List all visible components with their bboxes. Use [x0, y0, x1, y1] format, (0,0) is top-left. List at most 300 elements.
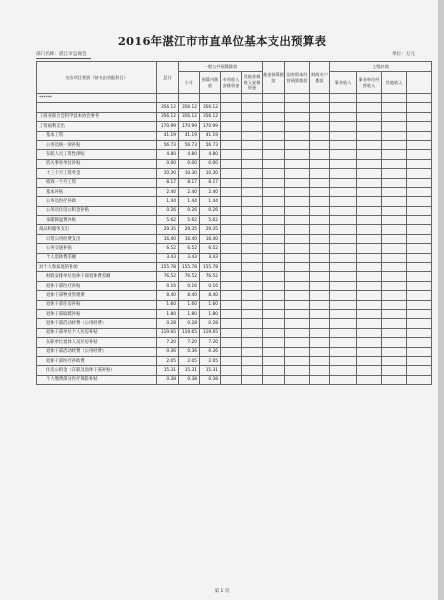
- cell-special-income: [221, 216, 242, 225]
- cell-empty: [407, 178, 432, 187]
- cell-empty: [242, 216, 263, 225]
- cell-budget-funds: 7.20: [200, 338, 221, 347]
- header-other-income: 其他收入: [382, 72, 407, 94]
- cell-empty: [330, 206, 357, 215]
- table-row: [37, 338, 432, 347]
- cell-empty: [263, 300, 285, 309]
- cell-total: 0.28: [157, 319, 179, 328]
- cell-budget-funds: 5.62: [200, 216, 221, 225]
- cell-budget-funds: 119.65: [200, 328, 221, 337]
- cell-empty: [330, 140, 357, 149]
- cell-total: 56.73: [157, 140, 179, 149]
- cell-empty: [382, 169, 407, 178]
- cell-empty: [310, 140, 330, 149]
- cell-total: 0.00: [157, 159, 179, 168]
- cell-subtotal: 29.35: [179, 225, 200, 234]
- budget-table: [36, 61, 432, 385]
- cell-subtotal: 0.38: [179, 375, 200, 384]
- cell-empty: [357, 253, 382, 262]
- header-general-budget: 一般公共预算拨款: [179, 62, 263, 72]
- table-row: [37, 319, 432, 328]
- cell-empty: [310, 197, 330, 206]
- cell-empty: [357, 244, 382, 253]
- cell-empty: [285, 150, 310, 159]
- cell-budget-funds: 16.40: [200, 234, 221, 243]
- currency-unit: 单位：万元: [392, 52, 415, 57]
- cell-empty: [285, 356, 310, 365]
- cell-empty: [382, 197, 407, 206]
- row-label: 公务员医疗补助: [37, 197, 157, 206]
- header-special-income: 专项收入安排资金: [221, 72, 242, 94]
- cell-special-income: [221, 225, 242, 234]
- cell-total: [157, 94, 179, 103]
- cell-empty: [242, 112, 263, 121]
- cell-budget-funds: 76.52: [200, 272, 221, 281]
- cell-empty: [382, 253, 407, 262]
- cell-subtotal: 0.36: [179, 347, 200, 356]
- cell-special-income: [221, 244, 242, 253]
- cell-empty: [310, 216, 330, 225]
- cell-empty: [330, 169, 357, 178]
- cell-subtotal: 6.52: [179, 244, 200, 253]
- cell-empty: [263, 216, 285, 225]
- cell-empty: [407, 281, 432, 290]
- cell-special-income: [221, 338, 242, 347]
- cell-empty: [310, 112, 330, 121]
- cell-budget-funds: 56.73: [200, 140, 221, 149]
- cell-empty: [285, 347, 310, 356]
- cell-special-income: [221, 300, 242, 309]
- cell-total: 29.35: [157, 225, 179, 234]
- cell-total: 15.31: [157, 366, 179, 375]
- row-label: [37, 103, 157, 112]
- cell-empty: [330, 347, 357, 356]
- cell-budget-funds: 3.43: [200, 253, 221, 262]
- cell-special-income: [221, 178, 242, 187]
- cell-empty: [330, 225, 357, 234]
- cell-empty: [263, 263, 285, 272]
- cell-empty: [285, 131, 310, 140]
- cell-empty: [357, 234, 382, 243]
- cell-subtotal: 3.43: [179, 253, 200, 262]
- page-edge-shadow: [438, 0, 444, 600]
- cell-empty: [382, 178, 407, 187]
- cell-subtotal: 2.05: [179, 356, 200, 365]
- table-body: [37, 94, 432, 385]
- cell-empty: [382, 263, 407, 272]
- cell-budget-funds: 1.60: [200, 300, 221, 309]
- cell-empty: [263, 375, 285, 384]
- cell-empty: [263, 366, 285, 375]
- cell-empty: [285, 187, 310, 196]
- cell-subtotal: 170.99: [179, 122, 200, 131]
- cell-empty: [357, 375, 382, 384]
- cell-empty: [242, 272, 263, 281]
- table-row: [37, 356, 432, 365]
- cell-empty: [263, 309, 285, 318]
- row-label: 退休干部单位个人住房补贴: [37, 328, 157, 337]
- cell-empty: [407, 216, 432, 225]
- table-row: [37, 263, 432, 272]
- cell-empty: [407, 328, 432, 337]
- cell-empty: [310, 187, 330, 196]
- cell-empty: [330, 281, 357, 290]
- cell-empty: [310, 300, 330, 309]
- cell-subtotal: 2.40: [179, 187, 200, 196]
- table-row: [37, 206, 432, 215]
- cell-total: 1.80: [157, 309, 179, 318]
- cell-empty: [285, 291, 310, 300]
- row-label: 退休干部活动经费（公用经费）: [37, 319, 157, 328]
- table-row: [37, 328, 432, 337]
- cell-total: 0.38: [157, 375, 179, 384]
- cell-budget-funds: 2.40: [200, 187, 221, 196]
- cell-empty: [310, 244, 330, 253]
- header-operating-income: 事业单位经营收入: [357, 72, 382, 94]
- cell-special-income: [221, 234, 242, 243]
- cell-empty: [263, 347, 285, 356]
- cell-empty: [382, 112, 407, 121]
- cell-empty: [310, 131, 330, 140]
- row-label: 退休干部取暖补贴: [37, 309, 157, 318]
- cell-budget-funds: 0.28: [200, 319, 221, 328]
- cell-total: 155.78: [157, 263, 179, 272]
- cell-empty: [407, 234, 432, 243]
- cell-empty: [357, 291, 382, 300]
- cell-budget-funds: 0.00: [200, 159, 221, 168]
- cell-empty: [357, 356, 382, 365]
- cell-empty: [330, 94, 357, 103]
- table-row: [37, 234, 432, 243]
- row-label: 机关事业单位补贴: [37, 159, 157, 168]
- cell-empty: [382, 272, 407, 281]
- cell-budget-funds: 1.44: [200, 197, 221, 206]
- cell-empty: [382, 375, 407, 384]
- table-row: [37, 366, 432, 375]
- cell-empty: [330, 300, 357, 309]
- cell-empty: [310, 94, 330, 103]
- cell-empty: [242, 356, 263, 365]
- row-label: 在职人员工资性津贴: [37, 150, 157, 159]
- table-row: [37, 187, 432, 196]
- cell-subtotal: 1.44: [179, 197, 200, 206]
- cell-special-income: [221, 356, 242, 365]
- cell-empty: [357, 216, 382, 225]
- cell-subtotal: 5.62: [179, 216, 200, 225]
- cell-empty: [382, 225, 407, 234]
- cell-empty: [242, 263, 263, 272]
- cell-empty: [407, 309, 432, 318]
- department-name: 部门名称：湛江市总商会: [36, 51, 91, 59]
- cell-empty: [407, 197, 432, 206]
- table-row: [37, 281, 432, 290]
- cell-empty: [310, 356, 330, 365]
- row-label: 退休干部住房补贴: [37, 300, 157, 309]
- cell-empty: [357, 140, 382, 149]
- cell-empty: [242, 309, 263, 318]
- page-number: 第 1 页: [214, 589, 230, 594]
- cell-empty: [330, 263, 357, 272]
- cell-empty: [310, 319, 330, 328]
- table-row: [37, 300, 432, 309]
- cell-empty: [242, 206, 263, 215]
- header-total: 总计: [157, 62, 179, 94]
- cell-empty: [242, 347, 263, 356]
- cell-empty: [242, 291, 263, 300]
- cell-total: 119.65: [157, 328, 179, 337]
- row-label: 退休干部物业管理费: [37, 291, 157, 300]
- cell-empty: [330, 319, 357, 328]
- cell-special-income: [221, 131, 242, 140]
- table-row: [37, 159, 432, 168]
- cell-empty: [263, 159, 285, 168]
- cell-subtotal: 56.73: [179, 140, 200, 149]
- cell-empty: [330, 112, 357, 121]
- row-label: 公务员统一津补贴: [37, 140, 157, 149]
- cell-empty: [263, 150, 285, 159]
- cell-empty: [285, 234, 310, 243]
- cell-total: 6.52: [157, 244, 179, 253]
- cell-budget-funds: [200, 94, 221, 103]
- cell-budget-funds: 1.80: [200, 309, 221, 318]
- row-label: 住房公积金（在职及退休干部补贴）: [37, 366, 157, 375]
- cell-subtotal: 7.20: [179, 338, 200, 347]
- cell-empty: [285, 197, 310, 206]
- cell-empty: [357, 122, 382, 131]
- header-business-income: 事业收入: [330, 72, 357, 94]
- cell-empty: [285, 300, 310, 309]
- cell-budget-funds: 10.30: [200, 169, 221, 178]
- cell-empty: [407, 112, 432, 121]
- cell-empty: [330, 234, 357, 243]
- table-row: [37, 272, 432, 281]
- cell-empty: [382, 94, 407, 103]
- cell-empty: [357, 319, 382, 328]
- cell-empty: [310, 272, 330, 281]
- cell-special-income: [221, 103, 242, 112]
- cell-budget-funds: 8.17: [200, 178, 221, 187]
- cell-empty: [285, 140, 310, 149]
- cell-total: 2.40: [157, 187, 179, 196]
- cell-total: 356.12: [157, 112, 179, 121]
- cell-special-income: [221, 187, 242, 196]
- table-row: [37, 244, 432, 253]
- row-label: ******: [37, 94, 157, 103]
- cell-empty: [242, 150, 263, 159]
- cell-total: 8.40: [157, 291, 179, 300]
- cell-empty: [242, 234, 263, 243]
- table-row: [37, 291, 432, 300]
- cell-empty: [407, 300, 432, 309]
- table-row: [37, 94, 432, 103]
- cell-empty: [242, 281, 263, 290]
- cell-empty: [330, 216, 357, 225]
- row-label: 退休干部医疗补贴: [37, 281, 157, 290]
- cell-empty: [382, 150, 407, 159]
- cell-empty: [357, 272, 382, 281]
- cell-empty: [310, 366, 330, 375]
- cell-empty: [330, 103, 357, 112]
- cell-total: 10.30: [157, 169, 179, 178]
- table-row: [37, 150, 432, 159]
- cell-empty: [310, 375, 330, 384]
- cell-empty: [242, 131, 263, 140]
- cell-budget-funds: 356.12: [200, 112, 221, 121]
- header-non-tax: 其他非税收入安排资金: [242, 72, 263, 94]
- table-row: [37, 103, 432, 112]
- cell-empty: [263, 225, 285, 234]
- cell-empty: [263, 319, 285, 328]
- cell-empty: [357, 103, 382, 112]
- cell-special-income: [221, 140, 242, 149]
- cell-special-income: [221, 328, 242, 337]
- cell-empty: [382, 216, 407, 225]
- cell-total: 0.16: [157, 281, 179, 290]
- cell-empty: [263, 140, 285, 149]
- cell-empty: [263, 272, 285, 281]
- cell-budget-funds: 2.05: [200, 356, 221, 365]
- cell-empty: [285, 272, 310, 281]
- cell-budget-funds: 4.80: [200, 150, 221, 159]
- cell-total: 8.17: [157, 178, 179, 187]
- header-unit-funds: 上级补助: [330, 62, 432, 72]
- cell-empty: [407, 319, 432, 328]
- cell-total: 7.20: [157, 338, 179, 347]
- cell-empty: [407, 263, 432, 272]
- cell-empty: [263, 206, 285, 215]
- cell-empty: [357, 347, 382, 356]
- row-label: 退休干部活动经费（公用经费）: [37, 347, 157, 356]
- cell-empty: [310, 263, 330, 272]
- cell-empty: [330, 291, 357, 300]
- cell-budget-funds: 0.38: [200, 375, 221, 384]
- cell-empty: [330, 309, 357, 318]
- cell-empty: [263, 281, 285, 290]
- cell-empty: [382, 122, 407, 131]
- cell-special-income: [221, 272, 242, 281]
- cell-empty: [407, 272, 432, 281]
- cell-total: 0.26: [157, 206, 179, 215]
- cell-empty: [407, 94, 432, 103]
- cell-empty: [242, 319, 263, 328]
- row-label: 商品和服务支出: [37, 225, 157, 234]
- cell-empty: [382, 366, 407, 375]
- cell-empty: [242, 169, 263, 178]
- table-row: [37, 375, 432, 384]
- cell-empty: [242, 328, 263, 337]
- cell-empty: [285, 338, 310, 347]
- cell-empty: [285, 309, 310, 318]
- cell-empty: [285, 94, 310, 103]
- cell-budget-funds: 6.52: [200, 244, 221, 253]
- cell-special-income: [221, 206, 242, 215]
- cell-empty: [263, 234, 285, 243]
- cell-empty: [263, 112, 285, 121]
- table-row: [37, 225, 432, 234]
- cell-empty: [357, 187, 382, 196]
- cell-empty: [382, 159, 407, 168]
- cell-empty: [242, 122, 263, 131]
- cell-total: 170.99: [157, 122, 179, 131]
- cell-total: 2.05: [157, 356, 179, 365]
- cell-empty: [242, 375, 263, 384]
- cell-special-income: [221, 309, 242, 318]
- cell-empty: [310, 150, 330, 159]
- table-header-row-1: [37, 62, 432, 72]
- cell-empty: [242, 338, 263, 347]
- row-label: 退休干部医疗补助费: [37, 356, 157, 365]
- cell-empty: [242, 366, 263, 375]
- cell-total: 1.60: [157, 300, 179, 309]
- cell-empty: [407, 103, 432, 112]
- cell-subtotal: 0.26: [179, 206, 200, 215]
- header-subtotal: 小计: [179, 72, 200, 94]
- header-fund-budget: 基金预算拨款: [263, 62, 285, 94]
- cell-empty: [382, 281, 407, 290]
- cell-budget-funds: 155.78: [200, 263, 221, 272]
- table-row: [37, 178, 432, 187]
- table-row: [37, 131, 432, 140]
- table-row: [37, 169, 432, 178]
- cell-total: 0.36: [157, 347, 179, 356]
- cell-empty: [330, 159, 357, 168]
- cell-empty: [382, 187, 407, 196]
- cell-special-income: [221, 375, 242, 384]
- row-label: 日常公用经费支出: [37, 234, 157, 243]
- cell-subtotal: 41.19: [179, 131, 200, 140]
- cell-empty: [330, 197, 357, 206]
- cell-empty: [310, 234, 330, 243]
- cell-empty: [330, 244, 357, 253]
- cell-empty: [382, 328, 407, 337]
- cell-special-income: [221, 94, 242, 103]
- cell-empty: [310, 338, 330, 347]
- row-label: 个人缴费部分医疗保险补贴: [37, 375, 157, 384]
- cell-total: 4.80: [157, 150, 179, 159]
- table-row: [37, 347, 432, 356]
- table-row: [37, 309, 432, 318]
- cell-empty: [407, 244, 432, 253]
- cell-total: 5.62: [157, 216, 179, 225]
- cell-budget-funds: 29.35: [200, 225, 221, 234]
- cell-special-income: [221, 112, 242, 121]
- cell-subtotal: 1.60: [179, 300, 200, 309]
- cell-special-income: [221, 319, 242, 328]
- cell-empty: [263, 253, 285, 262]
- cell-empty: [357, 178, 382, 187]
- cell-empty: [285, 112, 310, 121]
- cell-empty: [285, 328, 310, 337]
- cell-empty: [330, 375, 357, 384]
- cell-subtotal: 10.30: [179, 169, 200, 178]
- row-label: 对个人和家庭的补助: [37, 263, 157, 272]
- row-label: 财政安排单位退休干部退休费差额: [37, 272, 157, 281]
- cell-subtotal: 15.31: [179, 366, 200, 375]
- cell-empty: [407, 375, 432, 384]
- cell-total: 16.40: [157, 234, 179, 243]
- cell-empty: [357, 366, 382, 375]
- cell-empty: [330, 131, 357, 140]
- cell-empty: [285, 225, 310, 234]
- cell-empty: [285, 375, 310, 384]
- cell-empty: [242, 187, 263, 196]
- cell-empty: [407, 140, 432, 149]
- cell-subtotal: 356.12: [179, 103, 200, 112]
- cell-empty: [285, 103, 310, 112]
- cell-budget-funds: 0.16: [200, 281, 221, 290]
- cell-empty: [263, 169, 285, 178]
- cell-empty: [242, 225, 263, 234]
